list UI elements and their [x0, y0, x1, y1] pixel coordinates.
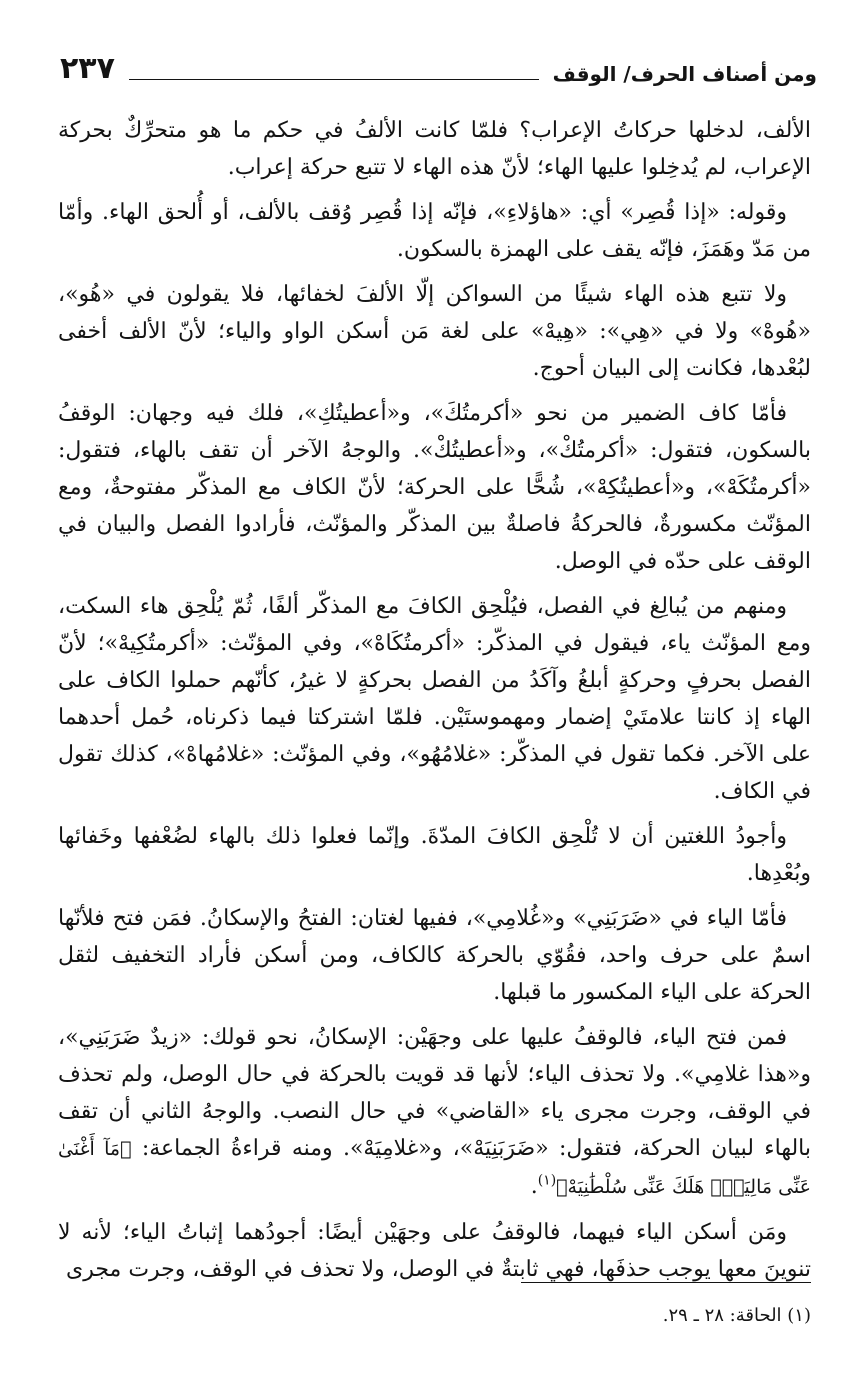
- footnote-marker: (١): [537, 1172, 557, 1189]
- footnote-rule: [521, 1282, 811, 1283]
- main-text: [58, 112, 811, 1296]
- paragraph-8: فمن فتح الياء، فالوقفُ عليها على وجهَيْن: الإسكانُ، نحو قولك: «زيدٌ ضَرَبَنِي»، و«هذا غلامِي». ولا تحذف الياء؛ لأنها قد قويت بالحركة في حال الوصل، ولم تحذف في الوقف، وجرت مجرى ياء «القاضي» في حال النصب. والوجهُ الثاني أن تقف بالهاء لبيان الحركة، فتقول: «ضَرَبَنِيَهْ»، و«غلامِيَهْ». ومنه قراءةُ الجماعة: ﴿مَآ أَغْنَىٰ عَنِّى مَالِيَهْۜ هَلَكَ عَنِّى سُلْطَٰنِيَهْ﴾$^{(١)}$.: [58, 1025, 811, 1199]
- paragraph-1: الألف، لدخلها حركاتُ الإعراب؟ فلمّا كانت الألفُ في حكم ما هو متحرِّكٌ بحركة الإعراب، لم يُدخِلوا عليها الهاء؛ لأنّ هذه الهاء لا تتبع حركة إعراب.: [58, 118, 811, 180]
- paragraph-7: فأمّا الياء في «ضَرَبَنِي» و«غُلامِي»، ففيها لغتان: الفتحُ والإسكانُ. فمَن فتح فلأنّها اسمٌ على حرف واحد، فقُوّي بالحركة كالكاف، ومن أسكن فأراد التخفيف لثقل الحركة على الياء المكسور ما قبلها.: [58, 906, 811, 1005]
- paragraph-9: ومَن أسكن الياء فيهما، فالوقفُ على وجهَيْن أيضًا: أجودُهما إثباتُ الياء؛ لأنه لا تنوينَ معها يوجب حذفَها، فهي ثابتةٌ في الوصل، ولا تحذف في الوقف، وجرت مجرى: [58, 1220, 811, 1282]
- page-number: ٢٣٧: [60, 51, 115, 86]
- paragraph-6: وأجودُ اللغتين أن لا تُلْحِق الكافَ المدّةَ. وإنّما فعلوا ذلك بالهاء لضُعْفها وخَفائها وبُعْدِها.: [58, 824, 811, 886]
- paragraph-2: وقوله: «إذا قُصِر» أي: «هاؤلاءِ»، فإنّه إذا قُصِر وُقف بالألف، أو أُلحق الهاء. وأمّا من مَدّ وهَمَزَ، فإنّه يقف على الهمزة بالسكون.: [58, 200, 811, 262]
- paragraph-4: فأمّا كاف الضمير من نحو «أكرمتُكَ»، و«أعطيتُكِ»، فلك فيه وجهان: الوقفُ بالسكون، فتقول: «أكرمتُكْ»، و«أعطيتُكْ». والوجهُ الآخر أن تقف بالهاء، فتقول: «أكرمتُكَهْ»، و«أعطيتُكِهْ»، شُحًّا على الحركة؛ لأنّ الكاف مع المذكّر مفتوحةٌ، ومع المؤنّث مكسورةٌ، فالحركةُ فاصلةٌ بين المذكّر والمؤنّث، فأرادوا الفصل والبيان في الوقف على حدّه في الوصل.: [58, 401, 811, 574]
- footnote-1: (١) الحاقة: ٢٨ ـ ٢٩.: [662, 1305, 811, 1326]
- header-rule: [129, 79, 539, 80]
- quran-citation: ﴿مَآ أَغْنَىٰ عَنِّى مَالِيَهْۜ هَلَكَ عَنِّى سُلْطَٰنِيَهْ﴾: [58, 1138, 811, 1198]
- running-title: ومن أصناف الحرف/ الوقف: [552, 62, 817, 86]
- paragraph-5: ومنهم من يُبالِغ في الفصل، فيُلْحِق الكافَ مع المذكّر ألفًا، ثُمّ يُلْحِق هاء السكت، ومع المؤنّث ياء، فيقول في المذكّر: «أكرمتُكَاهْ»، وفي المؤنّث: «أكرمتُكِيهْ»؛ لأنّ الفصل بحرفٍ وحركةٍ أبلغُ وآكَدُ من الفصل بحركةٍ لا غيرُ، كأنّهم حملوا الكاف على الهاء إذ كانتا علامتَيْ إضمار ومهموستَيْن. فلمّا اشتركتا فيما ذكرناه، حُمل أحدهما على الآخر. فكما تقول في المذكّر: «غلامُهُو»، وفي المؤنّث: «غلامُهاهْ»، كذلك تقول في الكاف.: [58, 594, 811, 804]
- paragraph-3: ولا تتبع هذه الهاء شيئًا من السواكن إلّا الألفَ لخفائها، فلا يقولون في «هُو»، «هُوهْ» ولا في «هِي»: «هِيهْ» على لغة مَن أسكن الواو والياء؛ لأنّ الألف أخفى لبُعْدها، فكانت إلى البيان أحوج.: [58, 282, 811, 381]
- running-header: [60, 48, 817, 84]
- footnotes: [58, 1302, 811, 1330]
- paragraph-8-text: فمن فتح الياء، فالوقفُ عليها على وجهَيْن: الإسكانُ، نحو قولك: «زيدٌ ضَرَبَنِي»، و«هذا غلامِي». ولا تحذف الياء؛ لأنها قد قويت بالحركة في حال الوصل، ولم تحذف في الوقف، وجرت مجرى ياء «القاضي» في حال النصب. والوجهُ الثاني أن تقف بالهاء لبيان الحركة، فتقول: «ضَرَبَنِيَهْ»، و«غلامِيَهْ». ومنه قراءةُ الجماعة:: [58, 1025, 811, 1161]
